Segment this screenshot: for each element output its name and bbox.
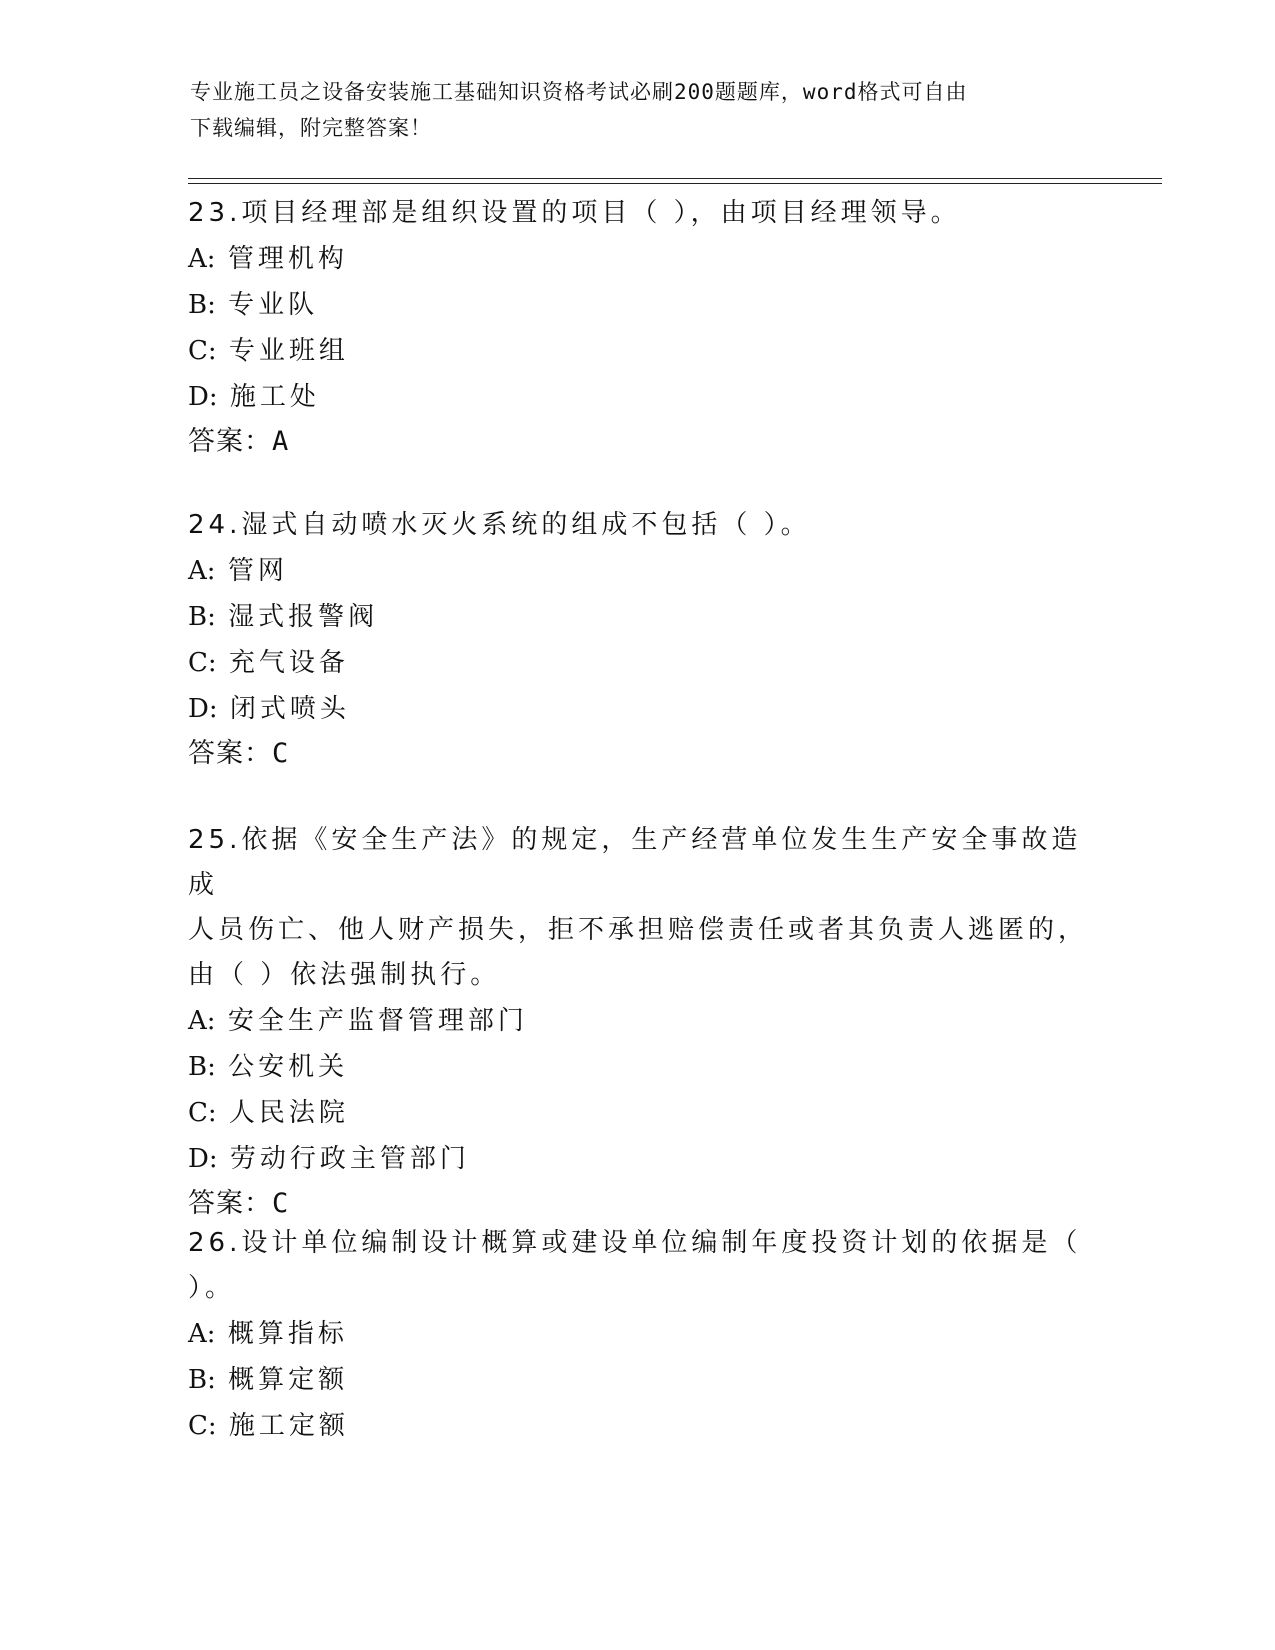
option-c	[188, 640, 1088, 686]
option-letter: B:	[188, 602, 216, 632]
option-c	[188, 1090, 1088, 1136]
option-letter: B:	[188, 290, 216, 320]
option-text: 概算指标	[227, 1319, 348, 1349]
option-a	[188, 236, 1088, 282]
option-letter: C:	[188, 1098, 217, 1128]
document-header	[190, 74, 1090, 146]
option-b	[188, 1357, 1088, 1403]
option-text: 闭式喷头	[229, 694, 350, 724]
option-b	[188, 282, 1088, 328]
option-text: 管网	[227, 556, 288, 586]
question-26	[188, 1221, 1088, 1449]
option-text: 施工定额	[228, 1411, 349, 1441]
option-text: 劳动行政主管部门	[229, 1144, 470, 1174]
option-a	[188, 548, 1088, 594]
question-24	[188, 503, 1088, 776]
option-d	[188, 1136, 1088, 1182]
header-divider-bottom	[188, 183, 1162, 184]
header-line-2: 下载编辑，附完整答案！	[190, 116, 432, 140]
option-letter: A:	[188, 556, 216, 586]
option-letter: A:	[188, 1319, 216, 1349]
answer: 答案：C	[188, 1188, 290, 1219]
answer: 答案：A	[188, 426, 290, 457]
question-stem-line-1: 26.设计单位编制设计概算或建设单位编制年度投资计划的依据是（	[188, 1228, 1082, 1258]
option-text: 充气设备	[228, 648, 349, 678]
option-letter: C:	[188, 1411, 217, 1441]
option-b	[188, 1044, 1088, 1090]
option-text: 概算定额	[228, 1365, 349, 1395]
option-d	[188, 374, 1088, 420]
option-d	[188, 686, 1088, 732]
option-letter: A:	[188, 1006, 216, 1036]
option-text: 管理机构	[227, 244, 348, 274]
header-line-1: 专业施工员之设备安装施工基础知识资格考试必刷200题题库，word格式可自由	[190, 80, 968, 104]
question-stem-line-2: ）。	[188, 1273, 236, 1303]
question-stem: 24.湿式自动喷水灭火系统的组成不包括（ ）。	[188, 510, 811, 540]
option-text: 湿式报警阀	[228, 602, 379, 632]
option-letter: B:	[188, 1365, 216, 1395]
option-letter: A:	[188, 244, 216, 274]
option-text: 施工处	[229, 382, 320, 412]
option-text: 人民法院	[228, 1098, 349, 1128]
question-stem-line-2: 人员伤亡、他人财产损失，拒不承担赔偿责任或者其负责人逃匿的，	[188, 915, 1089, 945]
option-letter: B:	[188, 1052, 216, 1082]
option-letter: D:	[188, 1144, 218, 1174]
option-letter: D:	[188, 382, 218, 412]
option-a	[188, 1311, 1088, 1357]
question-stem: 23.项目经理部是组织设置的项目（ ），由项目经理领导。	[188, 198, 961, 228]
option-text: 专业班组	[228, 336, 349, 366]
question-stem-line-1: 25.依据《安全生产法》的规定，生产经营单位发生生产安全事故造成	[188, 825, 1082, 900]
option-c	[188, 328, 1088, 374]
option-b	[188, 594, 1088, 640]
answer: 答案：C	[188, 738, 290, 769]
option-letter: C:	[188, 648, 217, 678]
option-letter: D:	[188, 694, 218, 724]
option-text: 公安机关	[228, 1052, 349, 1082]
option-a	[188, 998, 1088, 1044]
option-c	[188, 1403, 1088, 1449]
question-23	[188, 191, 1088, 464]
option-text: 安全生产监督管理部门	[227, 1006, 528, 1036]
option-text: 专业队	[228, 290, 319, 320]
question-25	[188, 818, 1088, 1226]
header-divider-top	[188, 178, 1162, 179]
question-stem-line-3: 由（ ）依法强制执行。	[188, 960, 501, 990]
option-letter: C:	[188, 336, 217, 366]
